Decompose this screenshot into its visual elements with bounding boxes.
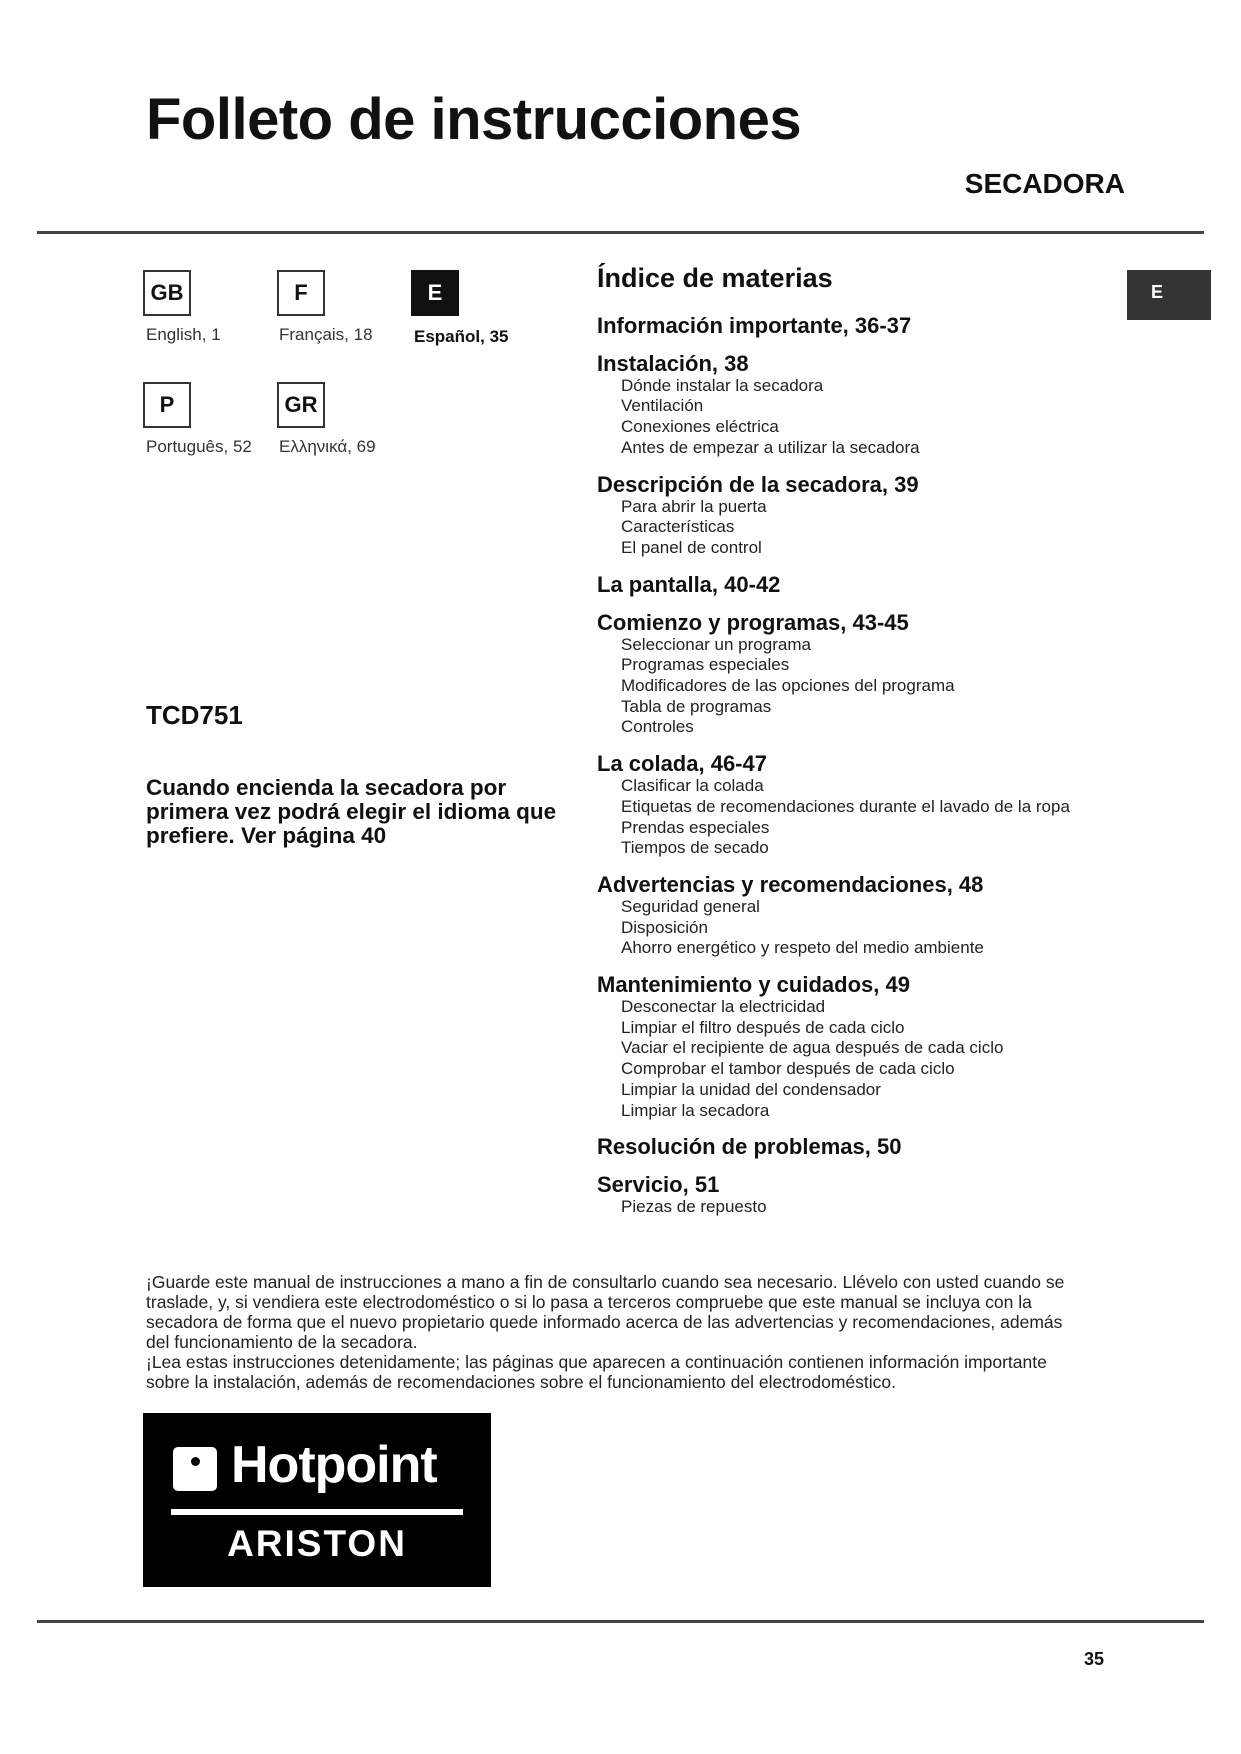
toc-heading[interactable]: La pantalla, 40-42 [597,571,781,597]
toc-subitem[interactable]: Características [621,517,735,537]
lang-label-f[interactable]: Français, 18 [279,325,373,344]
lang-box-p[interactable]: P [143,382,191,428]
toc-subitem[interactable]: Antes de empezar a utilizar la secadora [621,437,920,457]
toc-section [597,314,1137,338]
toc-subitem[interactable]: Para abrir la puerta [621,496,767,516]
top-divider [37,231,1204,234]
toc-subitem[interactable]: Limpiar la secadora [621,1100,770,1120]
lang-box-gr[interactable]: GR [277,382,325,428]
toc-section [597,1173,1137,1218]
footer-note [146,1272,1076,1392]
toc-subitem[interactable]: Programas especiales [621,655,790,675]
lang-label-gr[interactable]: Ελληνικά, 69 [279,437,376,456]
toc-subitem[interactable]: Seguridad general [621,896,760,916]
footer-note-para-2: ¡Lea estas instrucciones detenidamente; las páginas que aparecen a continuación contienen información importante sobre la instalación, además de recomendaciones sobre el funcionamiento del electrodoméstico. [146,1352,1047,1392]
lang-box-e[interactable]: E [411,270,459,316]
brand-logo [143,1413,491,1587]
toc-subitem[interactable]: Comprobar el tambor después de cada ciclo [621,1059,955,1079]
language-side-tab: E [1127,270,1211,320]
brand-divider [171,1509,463,1515]
toc-subitem[interactable]: Limpiar el filtro después de cada ciclo [621,1017,905,1037]
toc-heading[interactable]: Mantenimiento y cuidados, 49 [597,972,910,998]
toc-heading[interactable]: Información importante, 36-37 [597,312,912,338]
toc-section [597,352,1137,459]
brand-mark-dot [191,1457,200,1466]
toc-heading[interactable]: Servicio, 51 [597,1172,720,1198]
toc-subitem[interactable]: Vaciar el recipiente de agua después de cada ciclo [621,1038,1004,1058]
toc-section [597,973,1137,1121]
lang-label-p[interactable]: Português, 52 [146,437,252,456]
toc-subitem[interactable]: Ahorro energético y respeto del medio ambiente [621,938,984,958]
lang-box-gb[interactable]: GB [143,270,191,316]
brand-mark-icon [173,1447,217,1491]
toc-subitem[interactable]: Clasificar la colada [621,776,764,796]
document-title: Folleto de instrucciones [146,87,802,152]
footer-note-para-1: ¡Guarde este manual de instrucciones a mano a fin de consultarlo cuando sea necesario. Llévelo con usted cuando se traslade, y, si vendiera este electrodoméstico o si lo pasa a terceros compruebe que este manual se incluya con la secadora de forma que el nuevo propietario quede informado acerca de las advertencias y recomendaciones, además del funcionamiento de la secadora. [146,1272,1065,1352]
first-use-note: Cuando encienda la secadora por primera vez podrá elegir el idioma que prefiere. Ver página 40 [146,775,557,848]
toc-subitem[interactable]: Tabla de programas [621,696,772,716]
toc-section [597,573,1137,597]
toc-subitem[interactable]: Limpiar la unidad del condensador [621,1079,881,1099]
toc-subitem[interactable]: Controles [621,717,694,737]
toc-subitem[interactable]: Etiquetas de recomendaciones durante el lavado de la ropa [621,796,1070,816]
toc-heading[interactable]: Resolución de problemas, 50 [597,1134,902,1160]
lang-label-e[interactable]: Español, 35 [414,327,509,346]
toc-heading[interactable]: Comienzo y programas, 43-45 [597,609,909,635]
lang-box-f[interactable]: F [277,270,325,316]
toc-subitem[interactable]: Conexiones eléctrica [621,417,779,437]
toc-subitem[interactable]: Ventilación [621,396,704,416]
toc-section [597,873,1137,959]
toc-section [597,752,1137,859]
toc-heading[interactable]: Descripción de la secadora, 39 [597,471,919,497]
bottom-divider [37,1620,1204,1623]
brand-subname: ARISTON [227,1523,407,1564]
lang-label-gb[interactable]: English, 1 [146,325,221,344]
table-of-contents [597,264,1137,1232]
toc-title: Índice de materias [597,263,833,293]
toc-heading[interactable]: Advertencias y recomendaciones, 48 [597,871,984,897]
toc-subitem[interactable]: Seleccionar un programa [621,634,811,654]
model-number: TCD751 [146,700,243,730]
toc-section [597,473,1137,559]
toc-subitem[interactable]: Disposición [621,917,708,937]
toc-subitem[interactable]: El panel de control [621,537,762,557]
toc-heading[interactable]: La colada, 46-47 [597,751,767,777]
toc-subitem[interactable]: Desconectar la electricidad [621,997,826,1017]
page-number: 35 [1084,1649,1105,1669]
toc-subitem[interactable]: Dónde instalar la secadora [621,375,824,395]
toc-section [597,611,1137,739]
toc-subitem[interactable]: Modificadores de las opciones del programa [621,676,955,696]
product-type: SECADORA [964,168,1125,199]
toc-sections [597,314,1137,1218]
toc-subitem[interactable]: Tiempos de secado [621,838,769,858]
toc-subitem[interactable]: Piezas de repuesto [621,1197,767,1217]
toc-section [597,1135,1137,1159]
toc-subitem[interactable]: Prendas especiales [621,817,770,837]
brand-name: Hotpoint [231,1436,437,1494]
toc-heading[interactable]: Instalación, 38 [597,350,749,376]
